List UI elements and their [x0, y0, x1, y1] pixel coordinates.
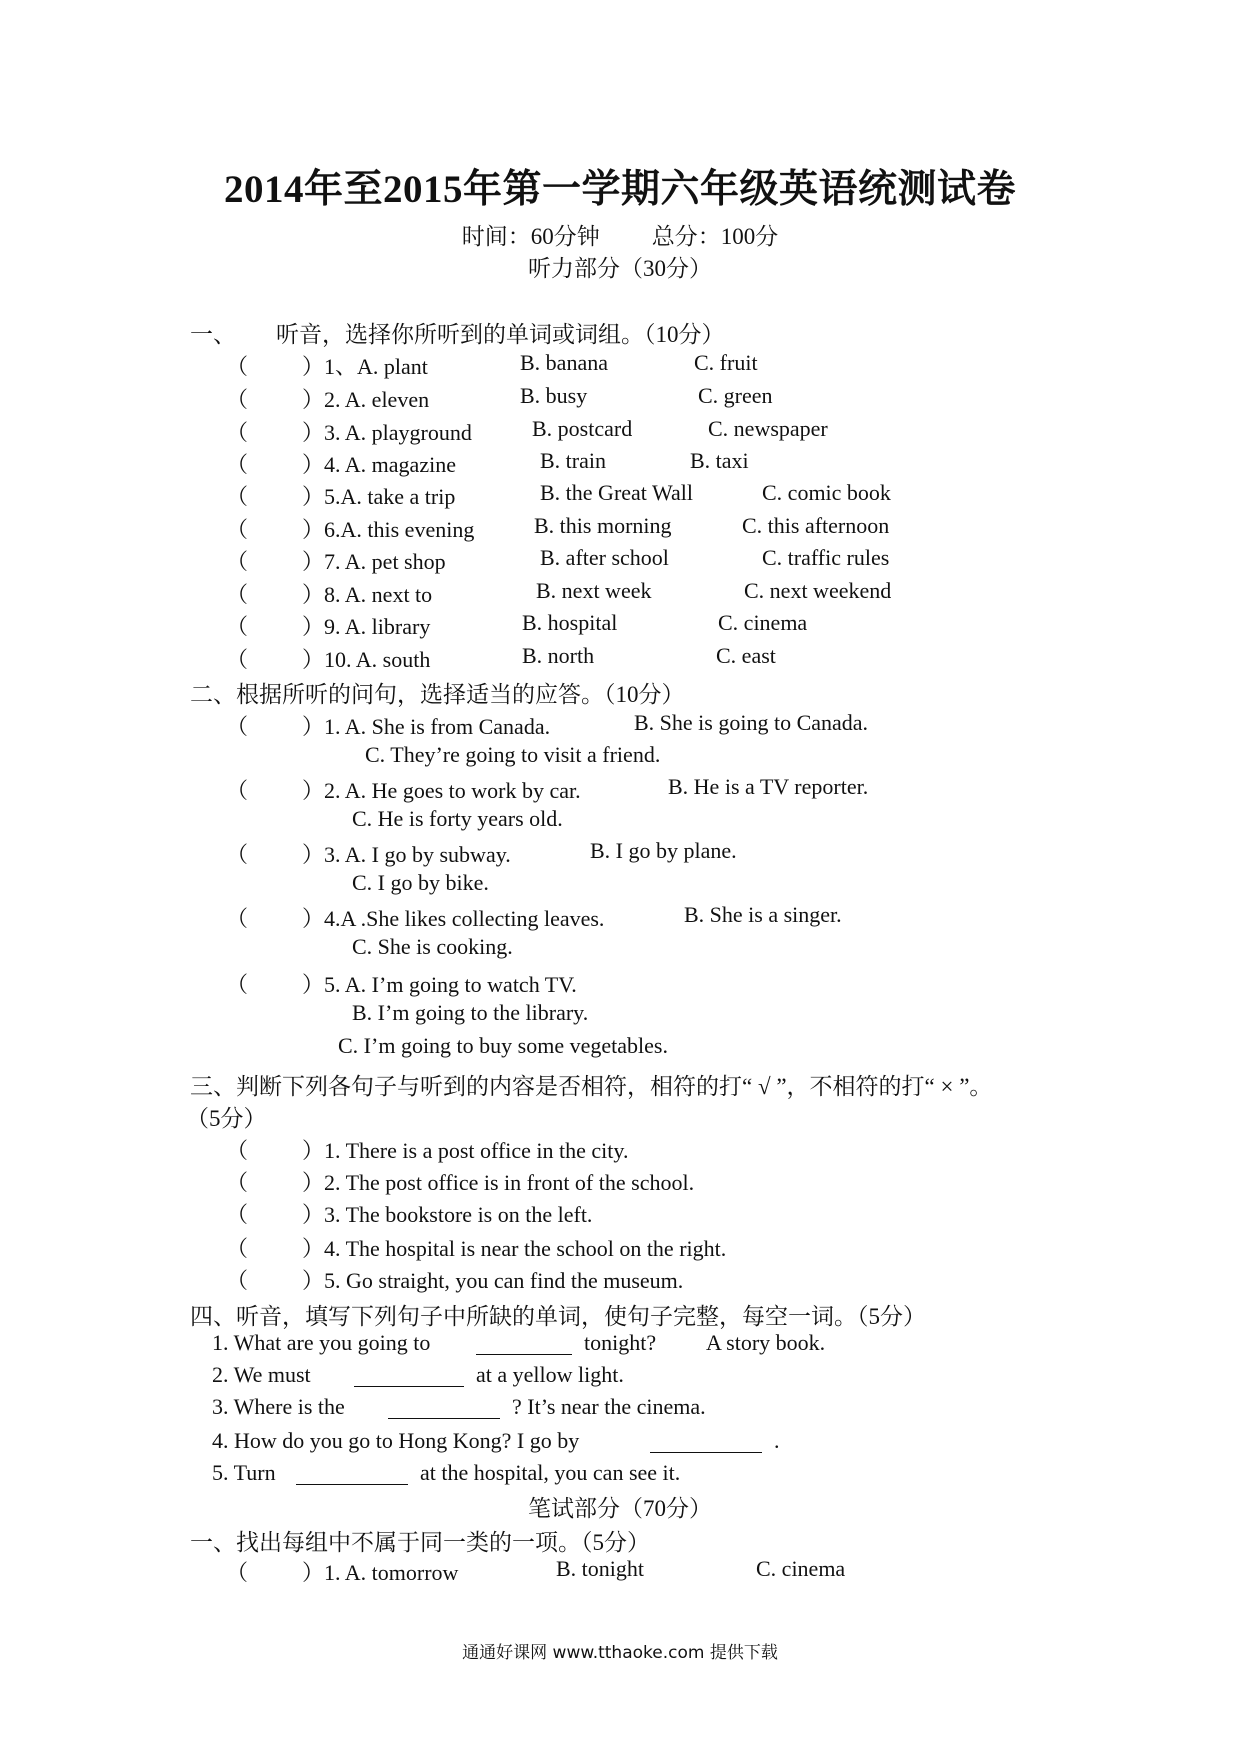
section1-item-a: ）10. A. south [302, 647, 431, 672]
section2-title: 二、根据所听的问句，选择适当的应答。（10分） [190, 682, 685, 707]
section1-item-b: B. after school [540, 545, 669, 570]
section2-option-c: C. She is cooking. [352, 934, 513, 959]
exam-total: 总分：100分 [651, 224, 779, 249]
section4-sentence-start: 3. Where is the [212, 1394, 345, 1419]
section3-statement: ）1. There is a post office in the city. [302, 1138, 629, 1163]
written-item1-b: B. tonight [556, 1556, 645, 1581]
answer-paren[interactable]: （ [226, 906, 249, 931]
exam-time: 时间：60分钟 [461, 224, 600, 249]
section1-item-a: ）8. A. next to [302, 582, 433, 607]
section1-item-b: B. next week [536, 578, 652, 603]
page-title: 2014年至2015年第一学期六年级英语统测试卷 [223, 168, 1016, 211]
section4-sentence-start: 4. How do you go to Hong Kong? I go by [212, 1428, 580, 1453]
written-item1-a: ）1. A. tomorrow [302, 1560, 459, 1585]
section1-item-a: ）2. A. eleven [302, 387, 430, 412]
section1-item-b: B. this morning [534, 513, 672, 538]
section3-statement: ）3. The bookstore is on the left. [302, 1202, 593, 1227]
section1-item-c: C. east [716, 643, 776, 668]
answer-paren[interactable]: （ [226, 1236, 249, 1261]
section1-item-c: C. newspaper [708, 416, 828, 441]
section4-sentence-end: ? It’s near the cinema. [512, 1394, 706, 1419]
section1-item-a: ）9. A. library [302, 614, 431, 639]
answer-paren[interactable]: （ [226, 354, 249, 379]
section2-option-b: B. I go by plane. [590, 838, 737, 863]
section2-option-b: B. I’m going to the library. [352, 1000, 589, 1025]
section4-sentence-start: 5. Turn [212, 1460, 276, 1485]
section3-statement: ）2. The post office is in front of the school. [302, 1170, 695, 1195]
section1-item-c: C. traffic rules [762, 545, 890, 570]
section1-item-a: ）7. A. pet shop [302, 549, 446, 574]
section2-option-b: B. She is a singer. [684, 902, 842, 927]
section3-statement: ）4. The hospital is near the school on the right. [302, 1236, 727, 1261]
section2-option-a: ）3. A. I go by subway. [302, 842, 511, 867]
answer-paren[interactable]: （ [226, 452, 249, 477]
answer-paren[interactable]: （ [226, 517, 249, 542]
section1-title: 听音，选择你所听到的单词或词组。（10分） [276, 322, 725, 347]
section4-sentence-end: . [774, 1428, 780, 1453]
section1-number: 一、 [190, 322, 236, 347]
answer-paren[interactable]: （ [226, 842, 249, 867]
answer-paren[interactable]: （ [226, 484, 249, 509]
answer-paren[interactable]: （ [226, 614, 249, 639]
section1-item-b: B. busy [520, 383, 588, 408]
answer-paren[interactable]: （ [226, 972, 249, 997]
section1-item-c: C. comic book [762, 480, 891, 505]
section1-item-c: C. fruit [694, 350, 758, 375]
answer-paren[interactable]: （ [226, 387, 249, 412]
section4-sentence-start: 2. We must [212, 1362, 311, 1387]
section4-sentence-end: at a yellow light. [476, 1362, 624, 1387]
answer-paren[interactable]: （ [226, 714, 249, 739]
answer-paren[interactable]: （ [226, 1138, 249, 1163]
section3-statement: ）5. Go straight, you can find the museum. [302, 1268, 684, 1293]
section4-sentence-start: 1. What are you going to [212, 1330, 431, 1355]
section1-item-a: ）3. A. playground [302, 420, 472, 445]
section2-option-c: C. I go by bike. [352, 870, 489, 895]
section3-title: 三、判断下列各句子与听到的内容是否相符，相符的打“ √ ”，不相符的打“ × ”。 [190, 1074, 993, 1099]
section1-item-c: B. taxi [690, 448, 749, 473]
section2-option-a: ）1. A. She is from Canada. [302, 714, 551, 739]
section1-item-b: B. the Great Wall [540, 480, 694, 505]
answer-paren[interactable]: （ [226, 1560, 249, 1585]
section2-option-a: ）4.A .She likes collecting leaves. [302, 906, 605, 931]
section1-item-c: C. cinema [718, 610, 808, 635]
section4-sentence-end: at the hospital, you can see it. [420, 1460, 681, 1485]
section1-item-b: B. postcard [532, 416, 633, 441]
section1-item-a: ）4. A. magazine [302, 452, 456, 477]
answer-paren[interactable]: （ [226, 1268, 249, 1293]
written-item1-c: C. cinema [756, 1556, 846, 1581]
section1-item-b: B. train [540, 448, 606, 473]
listening-part-heading: 听力部分（30分） [528, 256, 712, 281]
section1-item-a: ）1、A. plant [302, 354, 428, 379]
section2-option-b: B. She is going to Canada. [634, 710, 869, 735]
section3-score: （5分） [186, 1106, 267, 1131]
section1-item-b: B. banana [520, 350, 608, 375]
fill-blank[interactable] [650, 1434, 762, 1458]
exam-meta [0, 218, 1240, 251]
answer-paren[interactable]: （ [226, 420, 249, 445]
fill-blank[interactable] [296, 1466, 408, 1490]
section2-option-c: C. They’re going to visit a friend. [365, 742, 661, 767]
written-part-heading: 笔试部分（70分） [528, 1496, 712, 1521]
fill-blank[interactable] [354, 1368, 464, 1392]
section2-option-a: ）5. A. I’m going to watch TV. [302, 972, 577, 997]
section1-item-b: B. hospital [522, 610, 618, 635]
answer-paren[interactable]: （ [226, 549, 249, 574]
section2-option-c: C. He is forty years old. [352, 806, 563, 831]
page-footer: 通通好课网 www.tthaoke.com 提供下载 [462, 1643, 778, 1663]
answer-paren[interactable]: （ [226, 1170, 249, 1195]
section4-title: 四、听音，填写下列句子中所缺的单词，使句子完整，每空一词。（5分） [190, 1304, 926, 1329]
section4-sentence-end: tonight? [584, 1330, 657, 1355]
section2-option-b: B. He is a TV reporter. [668, 774, 869, 799]
section1-item-a: ）5.A. take a trip [302, 484, 456, 509]
section2-option-c: C. I’m going to buy some vegetables. [338, 1033, 668, 1058]
answer-paren[interactable]: （ [226, 1202, 249, 1227]
section1-item-a: ）6.A. this evening [302, 517, 475, 542]
section2-option-a: ）2. A. He goes to work by car. [302, 778, 581, 803]
section1-item-c: C. this afternoon [742, 513, 890, 538]
answer-paren[interactable]: （ [226, 778, 249, 803]
section1-item-b: B. north [522, 643, 595, 668]
section1-item-c: C. green [698, 383, 773, 408]
section4-answer-hint: A story book. [706, 1330, 826, 1355]
fill-blank[interactable] [388, 1400, 500, 1424]
written-section1-title: 一、找出每组中不属于同一类的一项。（5分） [190, 1530, 650, 1555]
answer-paren[interactable]: （ [226, 582, 249, 607]
fill-blank[interactable] [476, 1336, 572, 1360]
section1-item-c: C. next weekend [744, 578, 892, 603]
answer-paren[interactable]: （ [226, 647, 249, 672]
